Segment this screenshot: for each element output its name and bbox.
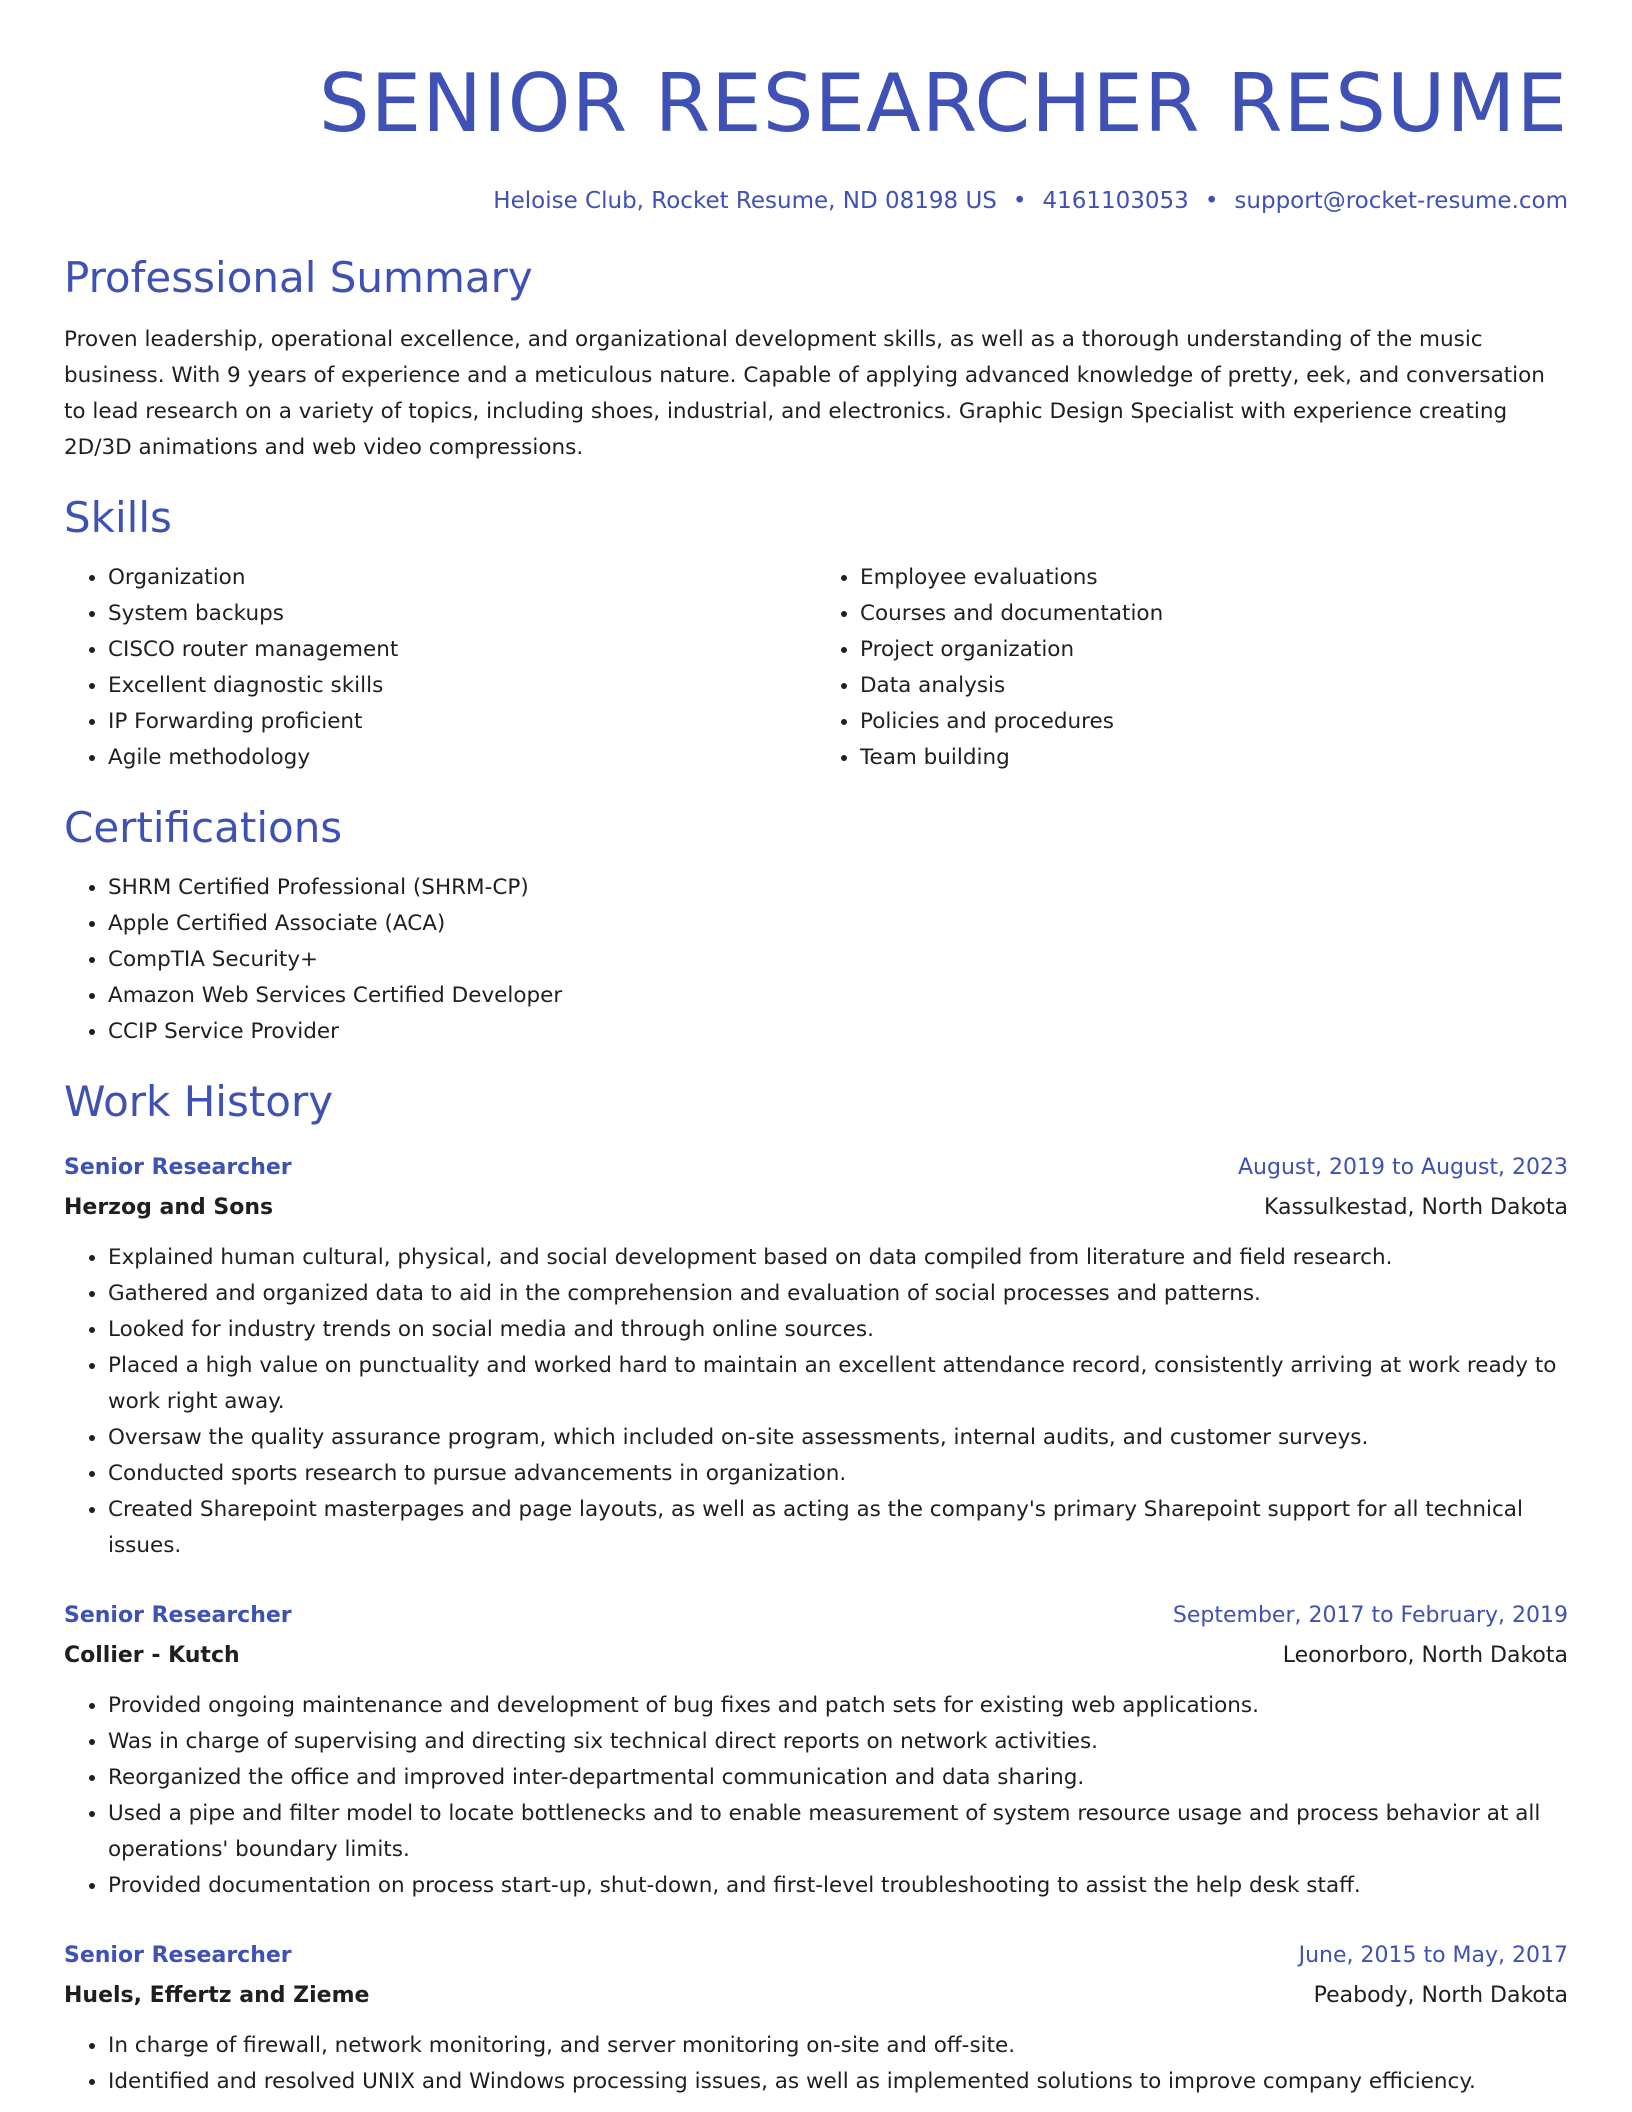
skill-item: • Courses and documentation [860,596,1568,632]
contact-line [64,186,1568,216]
job-company: Collier - Kutch [64,1643,240,1668]
job-location: Kassulkestad, North Dakota [1264,1195,1568,1220]
job-bullets [64,2028,1568,2100]
skill-item: • Policies and procedures [860,704,1568,740]
job-bullet: • Provided documentation on process start-up, shut-down, and first-level troubleshooting to assist the help desk staff. [108,1868,1568,1904]
skill-item: • System backups [108,596,816,632]
job-bullets [64,1240,1568,1564]
job-bullet: • Created Sharepoint masterpages and page layouts, as well as acting as the company's primary Sharepoint support for all technical issues. [108,1492,1568,1564]
skills-list-right [816,560,1568,776]
job-company-row [64,1636,1568,1676]
job-header-row [64,1596,1568,1636]
work-history-heading: Work History [64,1077,334,1126]
certifications-heading: Certifications [64,803,343,852]
contact-phone: 4161103053 [1042,188,1189,214]
summary-text: Proven leadership, operational excellence, and organizational development skills, as well as a thorough understanding of the music business. With 9 years of experience and a meticulous nature. Capable of applying advanced knowledge of pretty, eek, and conversation to lead research on a variety of topics, including shoes, industrial, and electronics. Graphic Design Specialist with experience creating 2D/3D animations and web video compressions. [64,327,1545,460]
skills-columns [64,560,1568,776]
skills-heading: Skills [64,493,172,542]
summary-heading: Professional Summary [64,253,533,302]
job-entry [64,1596,1568,1904]
certification-item: • CCIP Service Provider [108,1014,1568,1050]
job-bullet: • Gathered and organized data to aid in the comprehension and evaluation of social processes and patterns. [108,1276,1568,1312]
contact-email[interactable]: support@rocket-resume.com [1234,188,1568,214]
skill-item: • Project organization [860,632,1568,668]
certifications-list [64,870,1568,1050]
certification-item: • Amazon Web Services Certified Developer [108,978,1568,1014]
skill-item: • Organization [108,560,816,596]
job-header-row [64,1936,1568,1976]
job-company-row [64,1188,1568,1228]
contact-address: Heloise Club, Rocket Resume, ND 08198 US [493,188,997,214]
job-bullet: • Conducted sports research to pursue advancements in organization. [108,1456,1568,1492]
job-bullet: • In charge of firewall, network monitoring, and server monitoring on-site and off-site. [108,2028,1568,2064]
contact-separator: • [1204,188,1219,214]
job-company-row [64,1976,1568,2016]
job-bullet: • Oversaw the quality assurance program, which included on-site assessments, internal audits, and customer surveys. [108,1420,1568,1456]
job-role: Senior Researcher [64,1943,292,1968]
skill-item: • Employee evaluations [860,560,1568,596]
job-dates: September, 2017 to February, 2019 [1172,1603,1568,1628]
job-location: Peabody, North Dakota [1313,1983,1568,2008]
skills-list-left [64,560,816,776]
job-role: Senior Researcher [64,1155,292,1180]
job-header-row [64,1148,1568,1188]
job-dates: August, 2019 to August, 2023 [1238,1155,1568,1180]
job-bullet: • Provided ongoing maintenance and development of bug fixes and patch sets for existing web applications. [108,1688,1568,1724]
job-dates: June, 2015 to May, 2017 [1298,1943,1568,1968]
job-bullet: • Explained human cultural, physical, and social development based on data compiled from literature and field research. [108,1240,1568,1276]
job-entry [64,1936,1568,2100]
job-bullet: • Was in charge of supervising and directing six technical direct reports on network activities. [108,1724,1568,1760]
skill-item: • Excellent diagnostic skills [108,668,816,704]
certification-item: • CompTIA Security+ [108,942,1568,978]
resume-title: SENIOR RESEARCHER RESUME [318,57,1568,150]
job-entry [64,1148,1568,1564]
job-location: Leonorboro, North Dakota [1282,1643,1568,1668]
skill-item: • Agile methodology [108,740,816,776]
skill-item: • IP Forwarding proficient [108,704,816,740]
skill-item: • Team building [860,740,1568,776]
job-bullets [64,1688,1568,1904]
job-company: Herzog and Sons [64,1195,274,1220]
job-company: Huels, Effertz and Zieme [64,1983,370,2008]
job-bullet: • Reorganized the office and improved inter-departmental communication and data sharing. [108,1760,1568,1796]
skill-item: • Data analysis [860,668,1568,704]
certification-item: • SHRM Certified Professional (SHRM-CP) [108,870,1568,906]
skill-item: • CISCO router management [108,632,816,668]
job-role: Senior Researcher [64,1603,292,1628]
job-bullet: • Placed a high value on punctuality and worked hard to maintain an excellent attendance record, consistently arriving at work ready to work right away. [108,1348,1568,1420]
certification-item: • Apple Certified Associate (ACA) [108,906,1568,942]
job-bullet: • Identified and resolved UNIX and Windows processing issues, as well as implemented solutions to improve company efficiency. [108,2064,1568,2100]
contact-separator: • [1012,188,1027,214]
job-bullet: • Used a pipe and filter model to locate bottlenecks and to enable measurement of system resource usage and process behavior at all operations' boundary limits. [108,1796,1568,1868]
resume-page [64,56,1568,2100]
job-bullet: • Looked for industry trends on social media and through online sources. [108,1312,1568,1348]
